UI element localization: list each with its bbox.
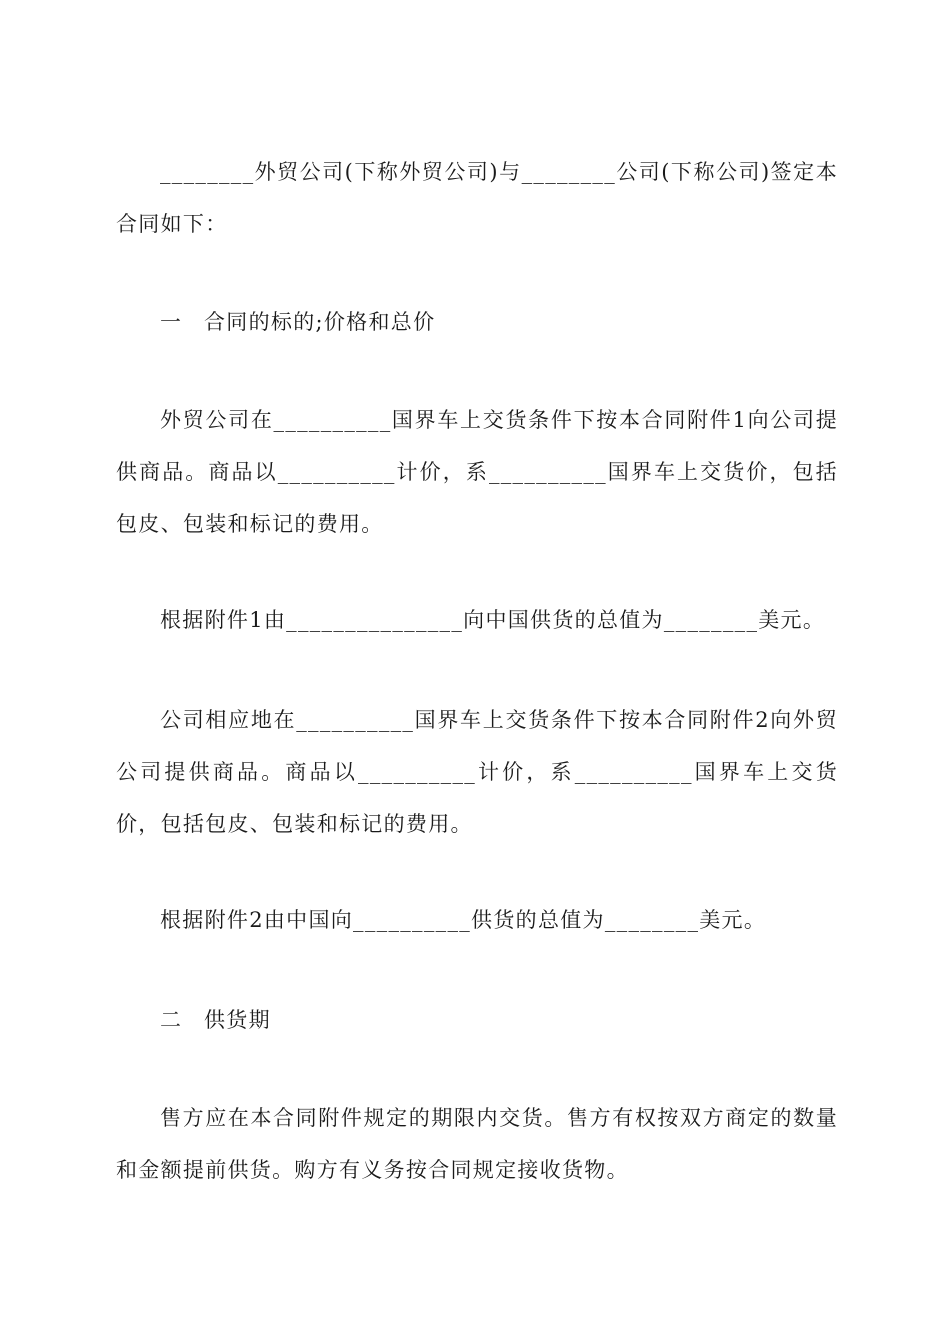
- section-title-2: 供货期: [204, 1008, 271, 1032]
- annex1-total-paragraph: 根据附件1由_______________向中国供货的总值为________美元。: [160, 608, 826, 632]
- section-number-2: 二: [160, 1008, 183, 1032]
- section-heading-1: [160, 307, 435, 337]
- supply-goods-paragraph: 外贸公司在__________国界车上交货条件下按本合同附件1向公司提供商品。商品以__________计价，系__________国界车上交货价，包括包皮、包装和标记的费用。: [116, 408, 838, 536]
- delivery-period-paragraph: 售方应在本合同附件规定的期限内交货。售方有权按双方商定的数量和金额提前供货。购方有义务按合同规定接收货物。: [116, 1106, 838, 1182]
- contract-intro-paragraph: ________外贸公司(下称外贸公司)与________公司(下称公司)签定本合同如下：: [116, 160, 838, 236]
- annex2-total-paragraph: 根据附件2由中国向__________供货的总值为________美元。: [160, 908, 767, 932]
- section-title-1: 合同的标的;价格和总价: [204, 310, 436, 334]
- company-supply-paragraph: 公司相应地在__________国界车上交货条件下按本合同附件2向外贸公司提供商品。商品以__________计价，系__________国界车上交货价，包括包皮、包装和标记的费用。: [116, 708, 838, 836]
- section-number-1: 一: [160, 310, 183, 334]
- section-heading-2: [160, 1005, 271, 1035]
